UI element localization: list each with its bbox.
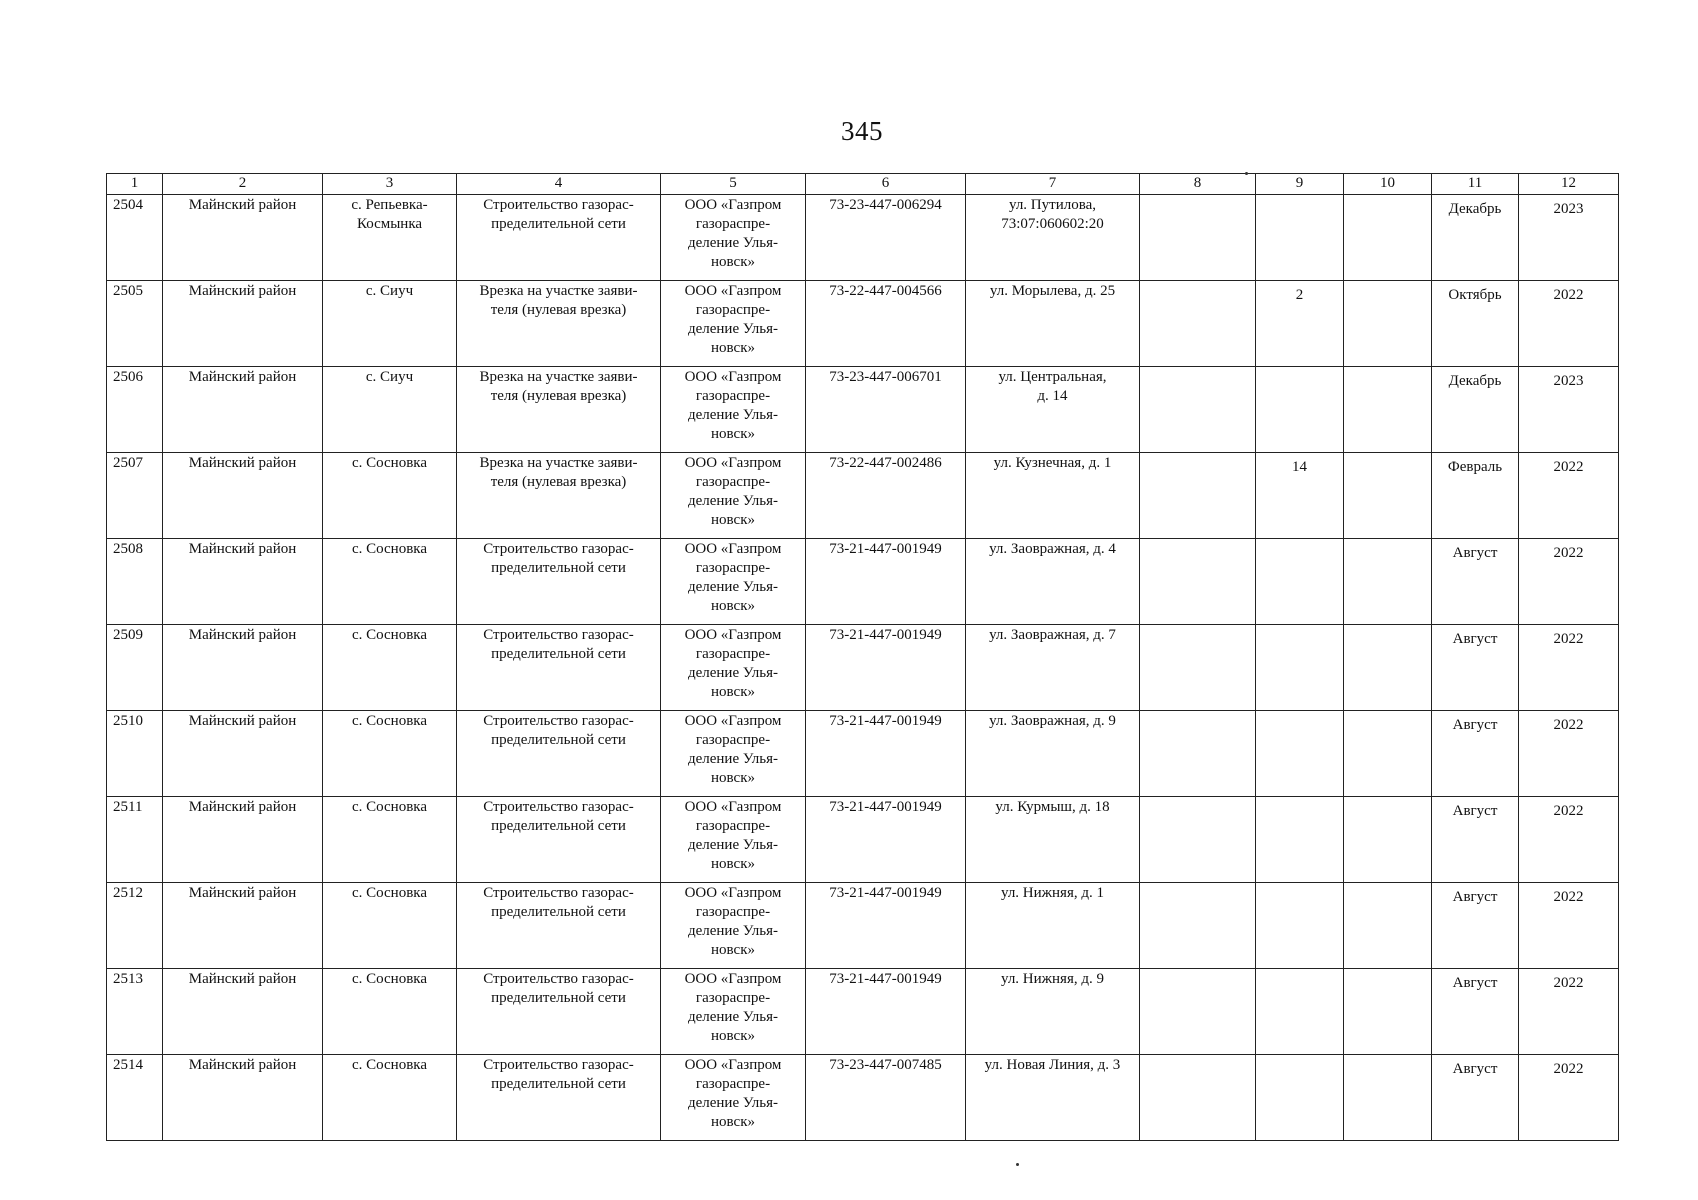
cell-line: газораспре- — [695, 302, 771, 318]
organization-cell — [661, 625, 806, 711]
cell-line: деление Улья- — [687, 579, 779, 595]
table-row — [107, 883, 1619, 969]
organization-cell — [661, 453, 806, 539]
column-9-cell — [1256, 1055, 1344, 1141]
cell-line: ул. Центральная, — [998, 369, 1107, 385]
work-type-cell — [457, 539, 661, 625]
column-10-cell — [1344, 367, 1432, 453]
column-number: 8 — [1140, 174, 1256, 195]
month-cell: Февраль — [1432, 453, 1519, 539]
cell-line: ООО «Газпром — [684, 369, 782, 385]
work-type-cell — [457, 883, 661, 969]
organization-cell — [661, 367, 806, 453]
address-cell — [966, 367, 1140, 453]
cell-line: ООО «Газпром — [684, 197, 782, 213]
cell-line: деление Улья- — [687, 837, 779, 853]
column-10-cell — [1344, 711, 1432, 797]
settlement-cell — [323, 539, 457, 625]
column-10-cell — [1344, 281, 1432, 367]
cell-line: ул. Кузнечная, д. 1 — [993, 455, 1112, 471]
table-row — [107, 195, 1619, 281]
table-body — [107, 174, 1619, 1141]
month-cell: Август — [1432, 1055, 1519, 1141]
work-type-cell — [457, 367, 661, 453]
column-number: 9 — [1256, 174, 1344, 195]
cell-line: новск» — [711, 512, 755, 528]
column-10-cell — [1344, 195, 1432, 281]
cell-line: ООО «Газпром — [684, 1057, 782, 1073]
address-cell — [966, 281, 1140, 367]
cell-line: д. 14 — [1037, 388, 1068, 404]
settlement-cell — [323, 711, 457, 797]
column-8-cell — [1140, 711, 1256, 797]
code-cell: 73-23-447-006701 — [806, 367, 966, 453]
column-number: 2 — [163, 174, 323, 195]
scan-speck — [1016, 1163, 1019, 1166]
column-number: 10 — [1344, 174, 1432, 195]
table-row — [107, 367, 1619, 453]
entry-number-cell: 2506 — [107, 367, 163, 453]
cell-line: Строительство газорас- — [483, 799, 634, 815]
organization-cell — [661, 1055, 806, 1141]
year-cell: 2023 — [1519, 367, 1619, 453]
cell-line: Строительство газорас- — [483, 971, 634, 987]
month-cell: Декабрь — [1432, 367, 1519, 453]
organization-cell — [661, 195, 806, 281]
address-cell — [966, 711, 1140, 797]
cell-line: ул. Нижняя, д. 1 — [1000, 885, 1104, 901]
code-cell: 73-21-447-001949 — [806, 969, 966, 1055]
entry-number-cell: 2504 — [107, 195, 163, 281]
year-cell: 2023 — [1519, 195, 1619, 281]
cell-line: новск» — [711, 684, 755, 700]
column-9-cell — [1256, 367, 1344, 453]
settlement-cell — [323, 453, 457, 539]
cell-line: ул. Нижняя, д. 9 — [1000, 971, 1104, 987]
address-cell — [966, 1055, 1140, 1141]
scan-speck — [1245, 172, 1248, 175]
column-8-cell — [1140, 453, 1256, 539]
cell-line: с. Сосновка — [351, 455, 428, 471]
code-cell: 73-22-447-004566 — [806, 281, 966, 367]
work-type-cell — [457, 1055, 661, 1141]
cell-line: теля (нулевая врезка) — [490, 388, 627, 404]
month-cell: Август — [1432, 625, 1519, 711]
column-number: 6 — [806, 174, 966, 195]
cell-line: Врезка на участке заяви- — [479, 283, 638, 299]
cell-line: с. Сосновка — [351, 541, 428, 557]
column-10-cell — [1344, 625, 1432, 711]
entry-number-cell: 2512 — [107, 883, 163, 969]
address-cell — [966, 797, 1140, 883]
cell-line: Врезка на участке заяви- — [479, 369, 638, 385]
column-number: 12 — [1519, 174, 1619, 195]
cell-line: новск» — [711, 856, 755, 872]
cell-line: газораспре- — [695, 732, 771, 748]
settlement-cell — [323, 1055, 457, 1141]
code-cell: 73-21-447-001949 — [806, 625, 966, 711]
table-row — [107, 797, 1619, 883]
work-type-cell — [457, 969, 661, 1055]
entry-number-cell: 2508 — [107, 539, 163, 625]
organization-cell — [661, 281, 806, 367]
cell-line: газораспре- — [695, 560, 771, 576]
cell-line: пределительной сети — [491, 646, 626, 662]
cell-line: газораспре- — [695, 474, 771, 490]
entry-number-cell: 2511 — [107, 797, 163, 883]
table-row — [107, 539, 1619, 625]
column-10-cell — [1344, 797, 1432, 883]
cell-line: ул. Заовражная, д. 4 — [989, 541, 1116, 557]
code-cell: 73-23-447-006294 — [806, 195, 966, 281]
district-cell: Майнский район — [163, 453, 323, 539]
entry-number-cell: 2514 — [107, 1055, 163, 1141]
code-cell: 73-22-447-002486 — [806, 453, 966, 539]
year-cell: 2022 — [1519, 1055, 1619, 1141]
column-8-cell — [1140, 969, 1256, 1055]
settlement-cell — [323, 367, 457, 453]
column-10-cell — [1344, 969, 1432, 1055]
cell-line: с. Сосновка — [351, 799, 428, 815]
cell-line: газораспре- — [695, 216, 771, 232]
table-row — [107, 969, 1619, 1055]
column-10-cell — [1344, 1055, 1432, 1141]
cell-line: новск» — [711, 426, 755, 442]
cell-line: пределительной сети — [491, 732, 626, 748]
entry-number-cell: 2513 — [107, 969, 163, 1055]
cell-line: газораспре- — [695, 646, 771, 662]
year-cell: 2022 — [1519, 453, 1619, 539]
cell-line: ООО «Газпром — [684, 627, 782, 643]
address-cell — [966, 883, 1140, 969]
column-9-cell — [1256, 711, 1344, 797]
cell-line: Строительство газорас- — [483, 197, 634, 213]
column-number: 1 — [107, 174, 163, 195]
entry-number-cell: 2510 — [107, 711, 163, 797]
district-cell: Майнский район — [163, 367, 323, 453]
code-cell: 73-21-447-001949 — [806, 797, 966, 883]
cell-line: ул. Новая Линия, д. 3 — [984, 1057, 1121, 1073]
cell-line: ООО «Газпром — [684, 971, 782, 987]
cell-line: газораспре- — [695, 904, 771, 920]
year-cell: 2022 — [1519, 711, 1619, 797]
cell-line: деление Улья- — [687, 923, 779, 939]
settlement-cell — [323, 281, 457, 367]
cell-line: ул. Заовражная, д. 9 — [989, 713, 1116, 729]
cell-line: ООО «Газпром — [684, 455, 782, 471]
organization-cell — [661, 539, 806, 625]
year-cell: 2022 — [1519, 625, 1619, 711]
address-cell — [966, 453, 1140, 539]
column-9-cell — [1256, 195, 1344, 281]
column-8-cell — [1140, 281, 1256, 367]
district-cell: Майнский район — [163, 797, 323, 883]
column-10-cell — [1344, 539, 1432, 625]
address-cell — [966, 539, 1140, 625]
district-cell: Майнский район — [163, 711, 323, 797]
code-cell: 73-21-447-001949 — [806, 539, 966, 625]
work-type-cell — [457, 797, 661, 883]
table-row — [107, 1055, 1619, 1141]
district-cell: Майнский район — [163, 1055, 323, 1141]
cell-line: новск» — [711, 1114, 755, 1130]
district-cell: Майнский район — [163, 195, 323, 281]
column-8-cell — [1140, 1055, 1256, 1141]
column-number-row — [107, 174, 1619, 195]
year-cell: 2022 — [1519, 281, 1619, 367]
cell-line: деление Улья- — [687, 321, 779, 337]
organization-cell — [661, 883, 806, 969]
cell-line: деление Улья- — [687, 1095, 779, 1111]
month-cell: Август — [1432, 969, 1519, 1055]
column-number: 3 — [323, 174, 457, 195]
month-cell: Декабрь — [1432, 195, 1519, 281]
cell-line: Строительство газорас- — [483, 713, 634, 729]
cell-line: новск» — [711, 340, 755, 356]
column-10-cell — [1344, 883, 1432, 969]
settlement-cell — [323, 883, 457, 969]
column-9-cell — [1256, 969, 1344, 1055]
cell-line: с. Сиуч — [365, 369, 414, 385]
cell-line: с. Сиуч — [365, 283, 414, 299]
table-row — [107, 281, 1619, 367]
column-8-cell — [1140, 367, 1256, 453]
cell-line: Строительство газорас- — [483, 627, 634, 643]
table-row — [107, 453, 1619, 539]
code-cell: 73-21-447-001949 — [806, 711, 966, 797]
entry-number-cell: 2505 — [107, 281, 163, 367]
code-cell: 73-23-447-007485 — [806, 1055, 966, 1141]
settlement-cell — [323, 625, 457, 711]
district-cell: Майнский район — [163, 969, 323, 1055]
organization-cell — [661, 969, 806, 1055]
column-9-cell — [1256, 883, 1344, 969]
cell-line: деление Улья- — [687, 235, 779, 251]
month-cell: Август — [1432, 711, 1519, 797]
cell-line: новск» — [711, 1028, 755, 1044]
cell-line: новск» — [711, 598, 755, 614]
cell-line: Строительство газорас- — [483, 541, 634, 557]
cell-line: деление Улья- — [687, 1009, 779, 1025]
cell-line: Строительство газорас- — [483, 885, 634, 901]
cell-line: газораспре- — [695, 388, 771, 404]
district-cell: Майнский район — [163, 625, 323, 711]
page-number: 345 — [841, 116, 883, 146]
cell-line: пределительной сети — [491, 1076, 626, 1092]
work-type-cell — [457, 711, 661, 797]
cell-line: теля (нулевая врезка) — [490, 302, 627, 318]
work-type-cell — [457, 195, 661, 281]
cell-line: теля (нулевая врезка) — [490, 474, 627, 490]
cell-line: пределительной сети — [491, 904, 626, 920]
address-cell — [966, 969, 1140, 1055]
cell-line: газораспре- — [695, 818, 771, 834]
column-8-cell — [1140, 539, 1256, 625]
cell-line: ул. Заовражная, д. 7 — [989, 627, 1116, 643]
cell-line: ул. Путилова, — [1008, 197, 1097, 213]
cell-line: ООО «Газпром — [684, 885, 782, 901]
month-cell: Октябрь — [1432, 281, 1519, 367]
code-cell: 73-21-447-001949 — [806, 883, 966, 969]
table-row — [107, 711, 1619, 797]
cell-line: новск» — [711, 254, 755, 270]
column-9-cell — [1256, 797, 1344, 883]
column-9-cell — [1256, 539, 1344, 625]
month-cell: Август — [1432, 797, 1519, 883]
column-9-cell — [1256, 625, 1344, 711]
column-8-cell — [1140, 797, 1256, 883]
cell-line: ООО «Газпром — [684, 541, 782, 557]
year-cell: 2022 — [1519, 883, 1619, 969]
district-cell: Майнский район — [163, 883, 323, 969]
cell-line: с. Репьевка- — [351, 197, 428, 213]
cell-line: деление Улья- — [687, 751, 779, 767]
column-number: 7 — [966, 174, 1140, 195]
year-cell: 2022 — [1519, 539, 1619, 625]
work-type-cell — [457, 453, 661, 539]
column-8-cell — [1140, 195, 1256, 281]
cell-line: с. Сосновка — [351, 971, 428, 987]
cell-line: пределительной сети — [491, 560, 626, 576]
cell-line: деление Улья- — [687, 665, 779, 681]
entry-number-cell: 2509 — [107, 625, 163, 711]
cell-line: новск» — [711, 942, 755, 958]
column-9-cell: 14 — [1256, 453, 1344, 539]
month-cell: Август — [1432, 539, 1519, 625]
cell-line: с. Сосновка — [351, 885, 428, 901]
cell-line: с. Сосновка — [351, 627, 428, 643]
cell-line: Космынка — [356, 216, 423, 232]
work-type-cell — [457, 625, 661, 711]
organization-cell — [661, 711, 806, 797]
column-8-cell — [1140, 883, 1256, 969]
cell-line: пределительной сети — [491, 818, 626, 834]
column-9-cell: 2 — [1256, 281, 1344, 367]
cell-line: ООО «Газпром — [684, 283, 782, 299]
cell-line: ООО «Газпром — [684, 713, 782, 729]
column-number: 5 — [661, 174, 806, 195]
cell-line: деление Улья- — [687, 407, 779, 423]
cell-line: 73:07:060602:20 — [1001, 216, 1104, 232]
month-cell: Август — [1432, 883, 1519, 969]
address-cell — [966, 195, 1140, 281]
year-cell: 2022 — [1519, 969, 1619, 1055]
organization-cell — [661, 797, 806, 883]
entry-number-cell: 2507 — [107, 453, 163, 539]
district-cell: Майнский район — [163, 539, 323, 625]
cell-line: ООО «Газпром — [684, 799, 782, 815]
cell-line: пределительной сети — [491, 990, 626, 1006]
cell-line: Строительство газорас- — [483, 1057, 634, 1073]
cell-line: деление Улья- — [687, 493, 779, 509]
cell-line: с. Сосновка — [351, 713, 428, 729]
cell-line: газораспре- — [695, 1076, 771, 1092]
settlement-cell — [323, 969, 457, 1055]
settlement-cell — [323, 797, 457, 883]
table-row — [107, 625, 1619, 711]
cell-line: ул. Морылева, д. 25 — [989, 283, 1116, 299]
register-table — [106, 173, 1619, 1141]
year-cell: 2022 — [1519, 797, 1619, 883]
work-type-cell — [457, 281, 661, 367]
settlement-cell — [323, 195, 457, 281]
district-cell: Майнский район — [163, 281, 323, 367]
cell-line: ул. Курмыш, д. 18 — [995, 799, 1110, 815]
column-8-cell — [1140, 625, 1256, 711]
cell-line: пределительной сети — [491, 216, 626, 232]
cell-line: газораспре- — [695, 990, 771, 1006]
cell-line: с. Сосновка — [351, 1057, 428, 1073]
address-cell — [966, 625, 1140, 711]
cell-line: новск» — [711, 770, 755, 786]
column-number: 4 — [457, 174, 661, 195]
cell-line: Врезка на участке заяви- — [479, 455, 638, 471]
column-number: 11 — [1432, 174, 1519, 195]
column-10-cell — [1344, 453, 1432, 539]
